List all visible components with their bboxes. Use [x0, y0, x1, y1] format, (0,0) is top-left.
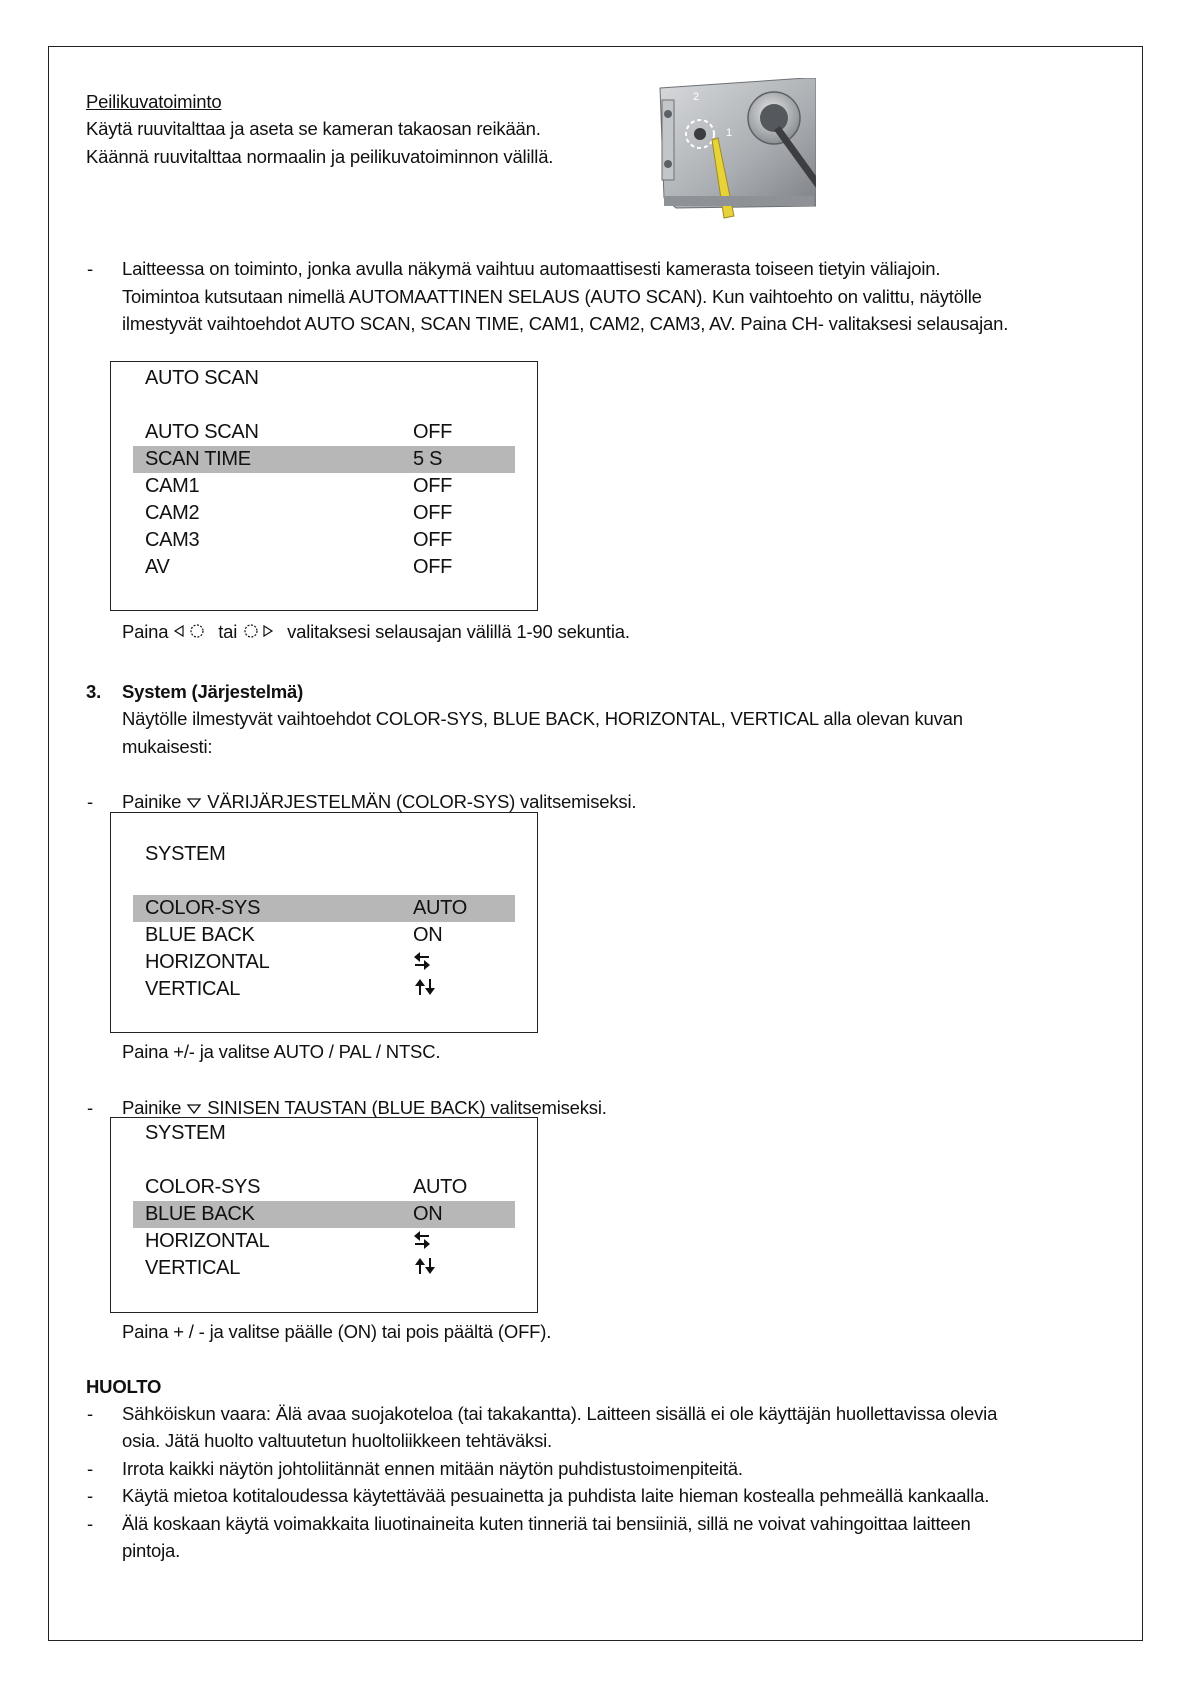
menu-row — [133, 922, 515, 949]
menu-row — [133, 419, 515, 446]
huolto-item-4-line-2: pintoja. — [122, 1540, 181, 1561]
triangle-down-icon — [186, 1102, 202, 1116]
right-button-icon — [242, 624, 282, 642]
menu-row — [133, 976, 515, 1003]
dash: - — [87, 1458, 93, 1479]
menu-row-value: 5 S — [413, 448, 443, 470]
dash: - — [87, 791, 93, 812]
dash: - — [87, 1403, 93, 1424]
horizontal-flip-icon — [413, 1228, 431, 1252]
huolto-item-4-line-1: Älä koskaan käytä voimakkaita liuotinaineita kuten tinneriä tai bensiiniä, sillä ne voivat vahingoittaa laitteen — [122, 1513, 971, 1534]
autoscan-line-2: Toimintoa kutsutaan nimellä AUTOMAATTINEN SELAUS (AUTO SCAN). Kun vaihtoehto on valittu, näytölle — [122, 286, 982, 307]
menu-row-selected — [133, 1201, 515, 1228]
colorsys-note: Paina +/- ja valitse AUTO / PAL / NTSC. — [122, 1041, 441, 1062]
menu-row-key: CAM1 — [145, 475, 200, 497]
left-button-icon — [173, 624, 213, 642]
menu-row — [133, 1228, 515, 1255]
menu-row-key: AUTO SCAN — [145, 421, 259, 443]
menu-row-key: CAM2 — [145, 502, 200, 524]
menu-title: AUTO SCAN — [145, 367, 259, 389]
dash: - — [87, 1097, 93, 1118]
vertical-flip-value — [413, 976, 437, 1006]
menu-row-selected — [133, 446, 515, 473]
menu-row-value: OFF — [413, 502, 453, 524]
menu-row-key: CAM3 — [145, 529, 200, 551]
menu-row-key: VERTICAL — [145, 1257, 241, 1279]
menu-row-value: ON — [413, 924, 443, 946]
camera-photo — [656, 78, 816, 226]
intro-prefix: Painike — [122, 1097, 182, 1118]
menu-row — [133, 949, 515, 976]
autoscan-line-1: Laitteessa on toiminto, jonka avulla näkymä vaihtuu automaattisesti kamerasta toiseen tietyin väliajoin. — [122, 258, 941, 279]
photo-label-2: 2 — [693, 91, 700, 103]
system-heading: System (Järjestelmä) — [122, 681, 304, 702]
system-line-2: mukaisesti: — [122, 736, 213, 757]
note-rest: valitaksesi selausajan välillä 1-90 sekuntia. — [287, 621, 630, 642]
vertical-flip-value — [413, 1255, 437, 1285]
dash: - — [87, 1485, 93, 1506]
huolto-item-3: Käytä mietoa kotitaloudessa käytettävää pesuainetta ja puhdista laite hieman kostealla pehmeällä kankaalla. — [122, 1485, 990, 1506]
menu-row-key: SCAN TIME — [145, 448, 251, 470]
menu-row-value: OFF — [413, 529, 453, 551]
menu-row-key: COLOR-SYS — [145, 897, 261, 919]
menu-row — [133, 1255, 515, 1282]
system-menu-colorsys — [110, 812, 538, 1033]
menu-row-key: AV — [145, 556, 170, 578]
menu-row — [133, 1174, 515, 1201]
horizontal-flip-icon — [413, 949, 431, 973]
menu-row-key: HORIZONTAL — [145, 951, 270, 973]
photo-label-1: 1 — [726, 127, 733, 139]
vertical-flip-icon — [413, 976, 437, 998]
triangle-down-icon — [186, 796, 202, 810]
system-number: 3. — [86, 681, 102, 702]
system-menu-blueback — [110, 1117, 538, 1313]
menu-row-value: AUTO — [413, 1176, 467, 1198]
menu-title: SYSTEM — [145, 1122, 226, 1144]
menu-row-value: OFF — [413, 421, 453, 443]
menu-row-value: OFF — [413, 556, 453, 578]
menu-row-key: HORIZONTAL — [145, 1230, 270, 1252]
menu-row-selected — [133, 895, 515, 922]
intro-text: VÄRIJÄRJESTELMÄN (COLOR-SYS) valitsemiseksi. — [207, 791, 637, 812]
huolto-heading: HUOLTO — [86, 1376, 162, 1397]
menu-row-value: OFF — [413, 475, 453, 497]
menu-row-key: BLUE BACK — [145, 1203, 255, 1225]
autoscan-line-3: ilmestyvät vaihtoehdot AUTO SCAN, SCAN TIME, CAM1, CAM2, CAM3, AV. Paina CH- valitaksesi selausajan. — [122, 313, 1009, 334]
blueback-note: Paina + / - ja valitse päälle (ON) tai pois päältä (OFF). — [122, 1321, 552, 1342]
intro-text: SINISEN TAUSTAN (BLUE BACK) valitsemiseksi. — [207, 1097, 607, 1118]
note-paina: Paina — [122, 621, 169, 642]
huolto-item-1-line-1: Sähköiskun vaara: Älä avaa suojakoteloa (tai takakantta). Laitteen sisällä ei ole käyttäjän huollettavissa olevia — [122, 1403, 998, 1424]
menu-row-key: BLUE BACK — [145, 924, 255, 946]
autoscan-menu — [110, 361, 538, 611]
menu-row — [133, 500, 515, 527]
mirror-heading: Peilikuvatoiminto — [86, 91, 222, 112]
menu-row-value: ON — [413, 1203, 443, 1225]
mirror-line-2: Käännä ruuvitalttaa normaalin ja peilikuvatoiminnon välillä. — [86, 146, 554, 167]
system-line-1: Näytölle ilmestyvät vaihtoehdot COLOR-SYS, BLUE BACK, HORIZONTAL, VERTICAL alla olevan kuvan — [122, 708, 963, 729]
autoscan-note — [122, 618, 630, 646]
vertical-flip-icon — [413, 1255, 437, 1277]
dash: - — [87, 1513, 93, 1534]
note-tai: tai — [218, 621, 238, 642]
menu-row-key: COLOR-SYS — [145, 1176, 261, 1198]
intro-prefix: Painike — [122, 791, 182, 812]
menu-row-value: AUTO — [413, 897, 467, 919]
menu-row — [133, 527, 515, 554]
menu-row — [133, 473, 515, 500]
dash: - — [87, 258, 93, 279]
menu-row-key: VERTICAL — [145, 978, 241, 1000]
mirror-line-1: Käytä ruuvitalttaa ja aseta se kameran takaosan reikään. — [86, 118, 541, 139]
menu-title: SYSTEM — [145, 843, 226, 865]
menu-row — [133, 554, 515, 581]
huolto-item-2: Irrota kaikki näytön johtoliitännät ennen mitään näytön puhdistustoimenpiteitä. — [122, 1458, 743, 1479]
huolto-item-1-line-2: osia. Jätä huolto valtuutetun huoltoliikkeen tehtäväksi. — [122, 1430, 552, 1451]
